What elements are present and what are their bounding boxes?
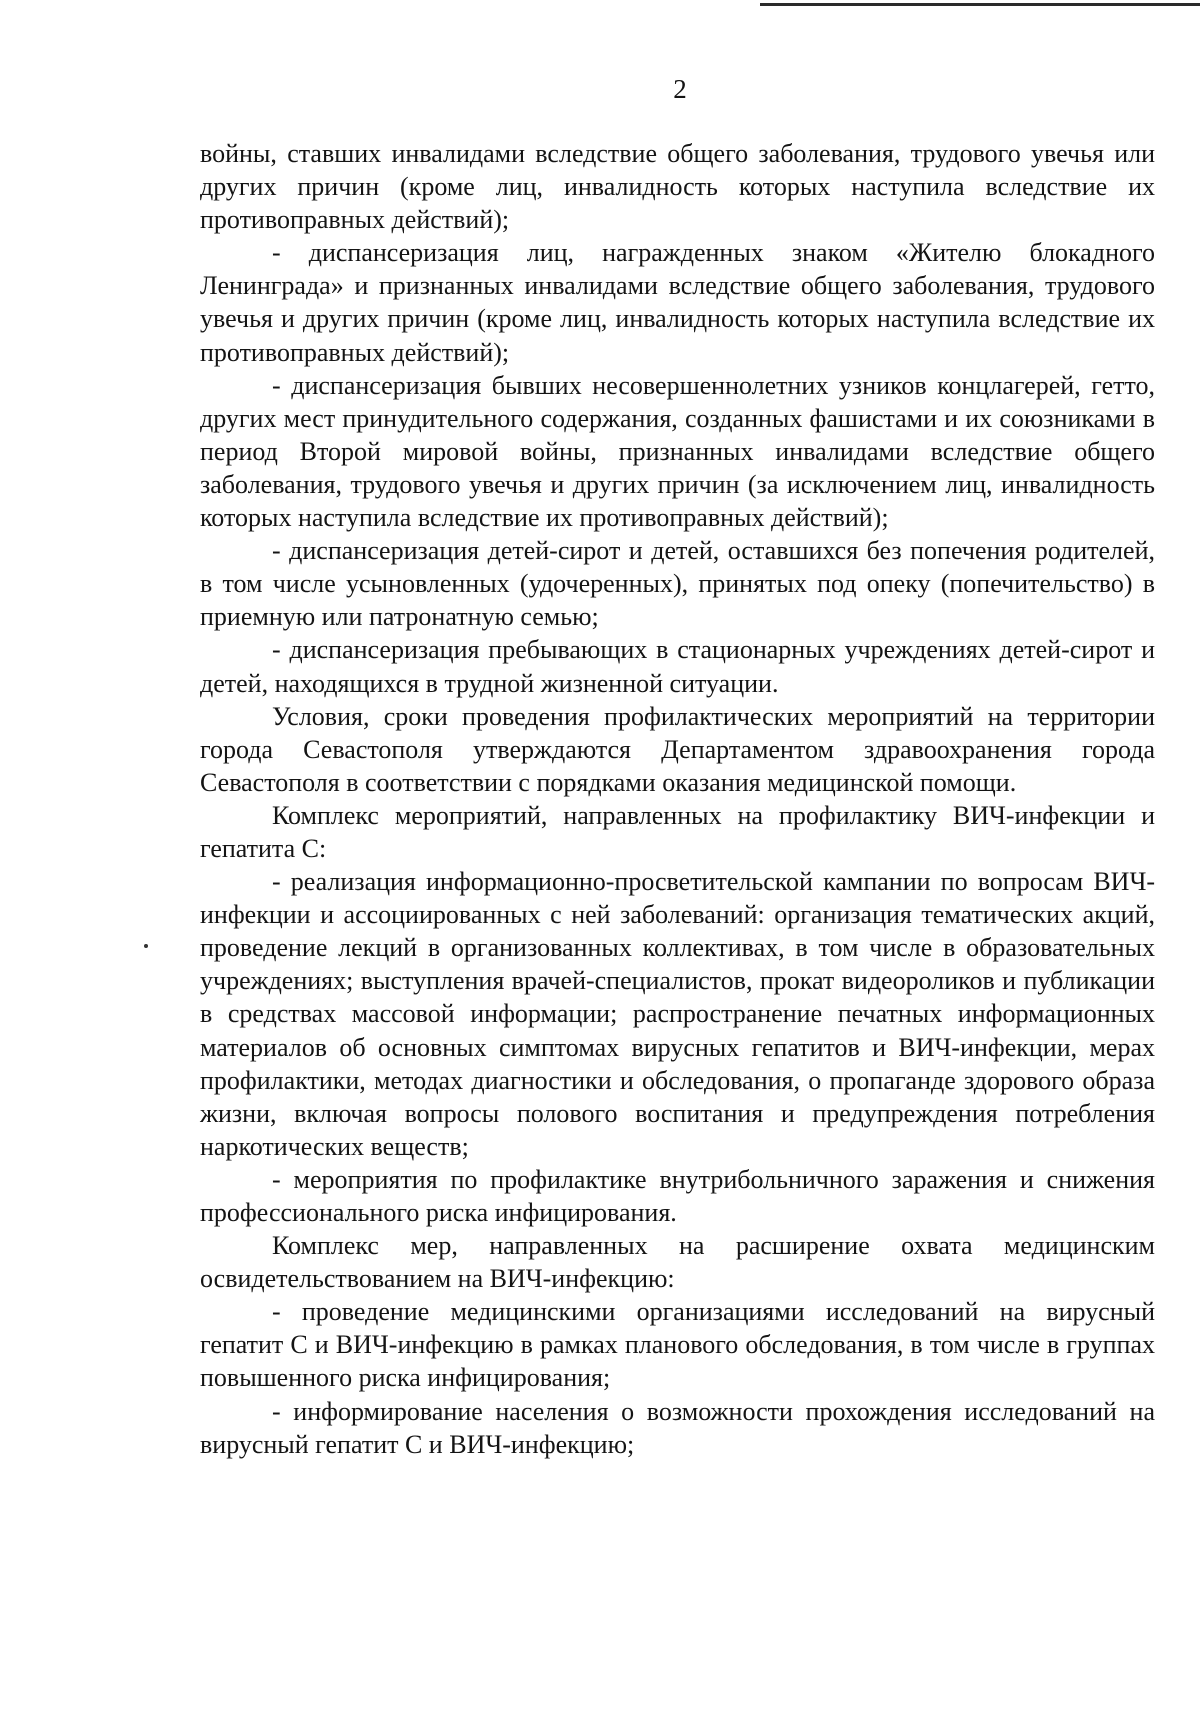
page-number: 2 bbox=[673, 74, 687, 104]
paragraph-testing-coverage-heading: Комплекс мер, направленных на расширение охвата медицинским освидетельствованием на ВИЧ-инфекцию: bbox=[200, 1231, 1155, 1294]
scan-dot-mark bbox=[144, 944, 148, 948]
list-item-public-information: - информирование населения о возможности прохождения исследований на вирусный гепатит С и ВИЧ-инфекцию; bbox=[200, 1396, 1155, 1459]
list-item-blockade-residents: - диспансеризация лиц, награжденных знаком «Жителю блокадного Ленинграда» и признанных инвалидами вследствие общего заболевания, трудового увечья и других причин (кроме лиц, инвалидность которых наступила вследствие их противоправных действий); bbox=[200, 238, 1155, 367]
list-item-medical-testing: - проведение медицинскими организациями исследований на вирусный гепатит С и ВИЧ-инфекцию в рамках планового обследования, в том числе в группах повышенного риска инфицирования; bbox=[200, 1297, 1155, 1393]
list-item-orphans: - диспансеризация детей-сирот и детей, оставшихся без попечения родителей, в том числе усыновленных (удочеренных), принятых под опеку (попечительство) в приемную или патронатную семью; bbox=[200, 536, 1155, 632]
list-item-information-campaign: - реализация информационно-просветительской кампании по вопросам ВИЧ-инфекции и ассоциированных с ней заболеваний: организация тематических акций, проведение лекций в организованных коллективах, в том числе в образовательных учреждениях; выступления врачей-специалистов, прокат видеороликов и публикации в средствах массовой информации; распространение печатных информационных материалов об основных симптомах вирусных гепатитов и ВИЧ-инфекции, мерах профилактики, методах диагностики и обследования, о пропаганде здорового образа жизни, включая вопросы полового воспитания и предупреждения потребления наркотических веществ; bbox=[200, 867, 1155, 1161]
paragraph-conditions: Условия, сроки проведения профилактических мероприятий на территории города Севастополя утверждаются Департаментом здравоохранения города Севастополя в соответствии с порядками оказания медицинской помощи. bbox=[200, 701, 1155, 797]
paragraph-hiv-prevention-heading: Комплекс мероприятий, направленных на профилактику ВИЧ-инфекции и гепатита С: bbox=[200, 800, 1155, 863]
scan-edge-line bbox=[760, 3, 1200, 6]
list-item-former-prisoners: - диспансеризация бывших несовершеннолетних узников концлагерей, гетто, других мест принудительного содержания, созданных фашистами и их союзниками в период Второй мировой войны, признанных инвалидами вследствие общего заболевания, трудового увечья и других причин (за исключением лиц, инвалидность которых наступила вследствие их противоправных действий); bbox=[200, 370, 1155, 533]
list-item-orphans-in-institutions: - диспансеризация пребывающих в стационарных учреждениях детей-сирот и детей, находящихся в трудной жизненной ситуации. bbox=[200, 635, 1155, 698]
paragraph-continuation: войны, ставших инвалидами вследствие общего заболевания, трудового увечья или других причин (кроме лиц, инвалидность которых наступила вследствие их противоправных действий); bbox=[200, 139, 1155, 235]
list-item-nosocomial-prevention: - мероприятия по профилактике внутрибольничного заражения и снижения профессионального риска инфицирования. bbox=[200, 1164, 1155, 1227]
document-body bbox=[200, 137, 1155, 1461]
